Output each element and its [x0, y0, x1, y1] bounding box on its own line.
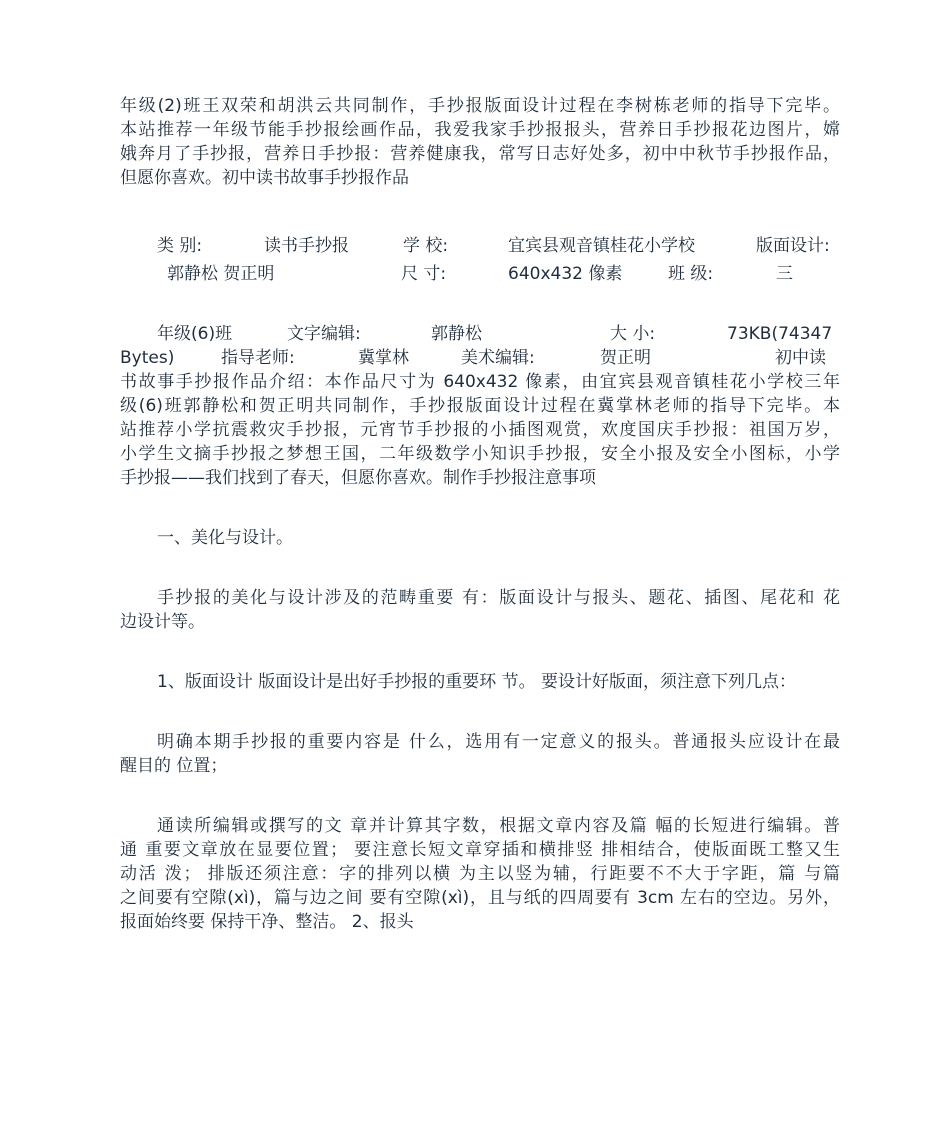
school-label: 学 校: [403, 236, 449, 256]
size-label: 尺 寸: [401, 264, 447, 284]
layout-design-paragraph: 1、版面设计 版面设计是出好手抄报的重要环 节。 要设计好版面，须注意下列几点： [157, 672, 797, 692]
beautify-paragraph [120, 586, 840, 634]
document-page [120, 94, 840, 934]
teacher-label: 指导老师: [221, 348, 295, 368]
text-line: 娥奔月了手抄报，营养日手抄报：营养健康我，常写日志好处多，初中中秋节手抄报作品， [120, 144, 840, 164]
class-value: 三 [776, 264, 793, 284]
text-line: 年级(2)班王双荣和胡洪云共同制作，手抄报版面设计过程在李树栋老师的指导下完毕。 [120, 96, 840, 116]
meta-row-4 [120, 346, 840, 370]
read-through-paragraph [120, 814, 840, 934]
text-line: 本站推荐一年级节能手抄报绘画作品，我爱我家手抄报报头，营养日手抄报花边图片，嫦 [120, 120, 840, 140]
filesize-value: 73KB(74347 [727, 324, 833, 344]
class-continued: 年级(6)班 [157, 324, 233, 344]
editor-value: 郭静松 [431, 324, 482, 344]
intro-paragraph [120, 94, 840, 190]
text-line: 醒目的 位置； [120, 756, 228, 776]
text-line: 小学生文摘手抄报之梦想王国，二年级数学小知识手抄报，安全小报及安全小图标，小学 [120, 444, 840, 464]
category-value: 读书手抄报 [264, 236, 349, 256]
meta-row-3 [120, 322, 840, 346]
text-line: 手抄报的美化与设计涉及的范畴重要 有：版面设计与报头、题花、插图、尾花和 花 [157, 588, 840, 608]
editor-label: 文字编辑: [287, 324, 361, 344]
desc-start: 初中读 [775, 348, 826, 368]
meta-row-1 [120, 232, 840, 260]
filesize-bytes: Bytes) [120, 348, 175, 368]
school-value: 宜宾县观音镇桂花小学校 [508, 236, 695, 256]
text-line: 通 重要文章放在显要位置； 要注意长短文章穿插和横排竖 排相结合，使版面既工整又生 [120, 840, 840, 860]
text-line: 书故事手抄报作品介绍：本作品尺寸为 640x432 像素，由宜宾县观音镇桂花小学校三年 [120, 372, 840, 392]
filesize-label: 大 小: [610, 324, 656, 344]
description-paragraph [120, 370, 840, 490]
class-label: 班 级: [668, 264, 714, 284]
text-line: 但愿你喜欢。初中读书故事手抄报作品 [120, 168, 409, 188]
art-editor-label: 美术编辑: [461, 348, 535, 368]
section-heading: 一、美化与设计。 [157, 528, 293, 548]
clear-content-paragraph [120, 730, 840, 778]
text-line: 边设计等。 [120, 612, 205, 632]
meta-block [120, 232, 840, 370]
text-line: 通读所编辑或撰写的文 章并计算其字数，根据文章内容及篇 幅的长短进行编辑。普 [157, 816, 840, 836]
text-line: 之间要有空隙(xì)，篇与边之间 要有空隙(xì)，且与纸的四周要有 3cm 左右的空边。另外， [120, 888, 840, 908]
art-editor-value: 贺正明 [600, 348, 651, 368]
text-line: 站推荐小学抗震救灾手抄报，元宵节手抄报的小插图观赏，欢度国庆手抄报：祖国万岁， [120, 420, 840, 440]
text-line: 动活 泼； 排版还须注意：字的排列以横 为主以竖为辅，行距要不不大于字距，篇 与篇 [120, 864, 840, 884]
text-line: 级(6)班郭静松和贺正明共同制作，手抄报版面设计过程在冀掌林老师的指导下完毕。本 [120, 396, 840, 416]
size-value: 640x432 像素 [508, 264, 623, 284]
text-line: 手抄报——我们找到了春天，但愿你喜欢。制作手抄报注意事项 [120, 468, 596, 488]
teacher-value: 冀掌林 [358, 348, 409, 368]
meta-row-2 [120, 260, 840, 288]
text-line: 报面始终要 保持干净、整洁。 2、报头 [120, 912, 414, 932]
layout-value: 郭静松 贺正明 [167, 264, 275, 284]
category-label: 类 别: [157, 236, 203, 256]
layout-label: 版面设计: [756, 236, 830, 256]
text-line: 明确本期手抄报的重要内容是 什么，选用有一定意义的报头。普通报头应设计在最 [157, 732, 840, 752]
